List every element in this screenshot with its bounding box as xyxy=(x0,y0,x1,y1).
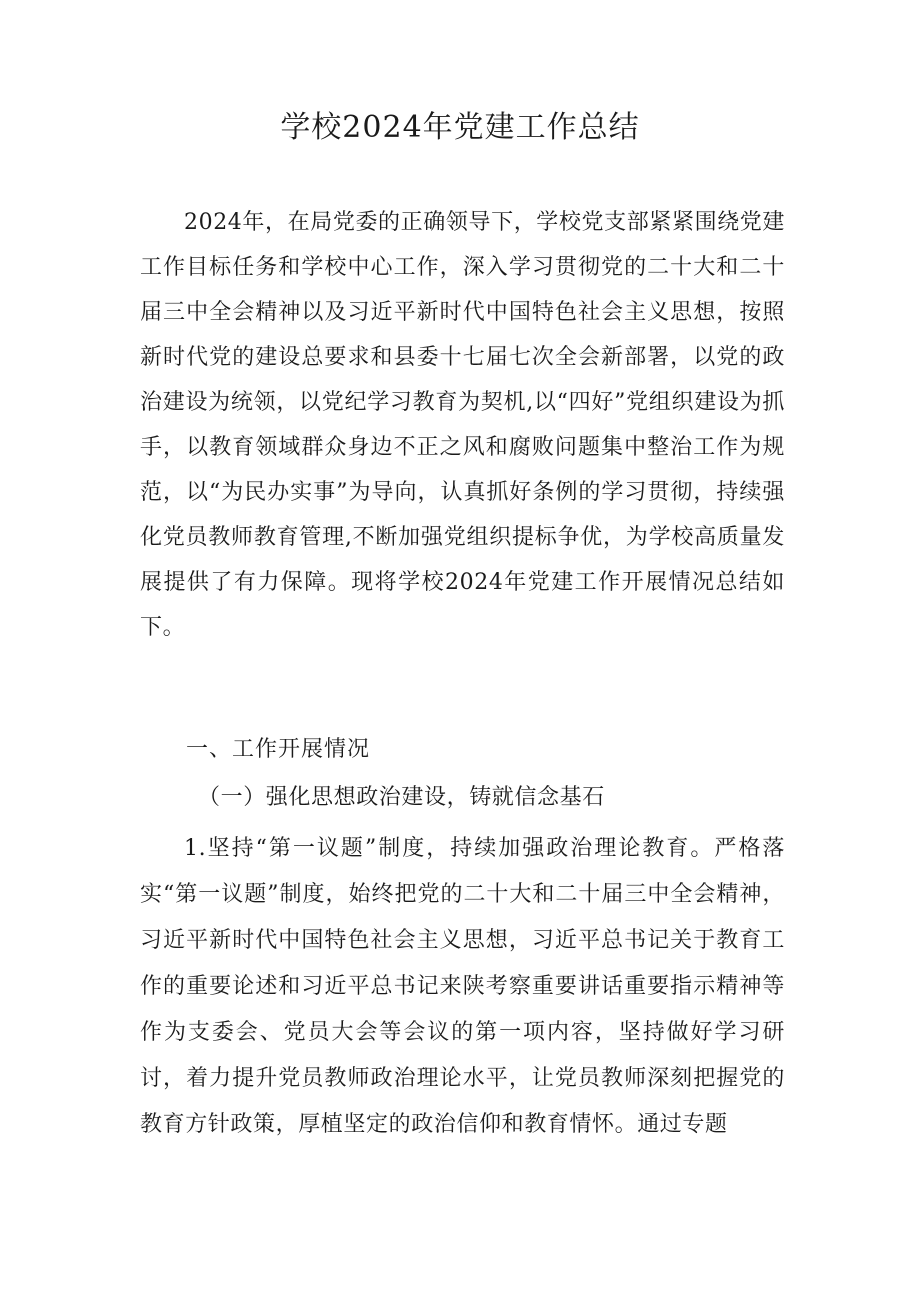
item-paragraph: 1.坚持“第一议题”制度，持续加强政治理论教育。严格落实“第一议题”制度，始终把党的二十大和二十届三中全会精神，习近平新时代中国特色社会主义思想，习近平总书记关于教育工作的重要论述和习近平总书记来陕考察重要讲话重要指示精神等作为支委会、党员大会等会议的第一项内容，坚持做好学习研讨，着力提升党员教师政治理论水平，让党员教师深刻把握党的教育方针政策，厚植坚定的政治信仰和教育情怀。通过专题 xyxy=(140,836,785,1137)
section-heading: 一、工作开展情况 xyxy=(186,737,371,762)
subsection-heading: （一）强化思想政治建设，铸就信念基石 xyxy=(198,785,605,810)
intro-paragraph: 2024年，在局党委的正确领导下，学校党支部紧紧围绕党建工作目标任务和学校中心工作，深入学习贯彻党的二十大和二十届三中全会精神以及习近平新时代中国特色社会主义思想，按照新时代党的建设总要求和县委十七届七次全会新部署，以党的政治建设为统领，以党纪学习教育为契机,以“四好”党组织建设为抓手，以教育领域群众身边不正之风和腐败问题集中整治工作为规范，以“为民办实事”为导向，认真抓好条例的学习贯彻，持续强化党员教师教育管理,不断加强党组织提标争优，为学校高质量发展提供了有力保障。现将学校2024年党建工作开展情况总结如下。 xyxy=(140,210,785,640)
document-title: 学校2024年党建工作总结 xyxy=(280,110,640,145)
